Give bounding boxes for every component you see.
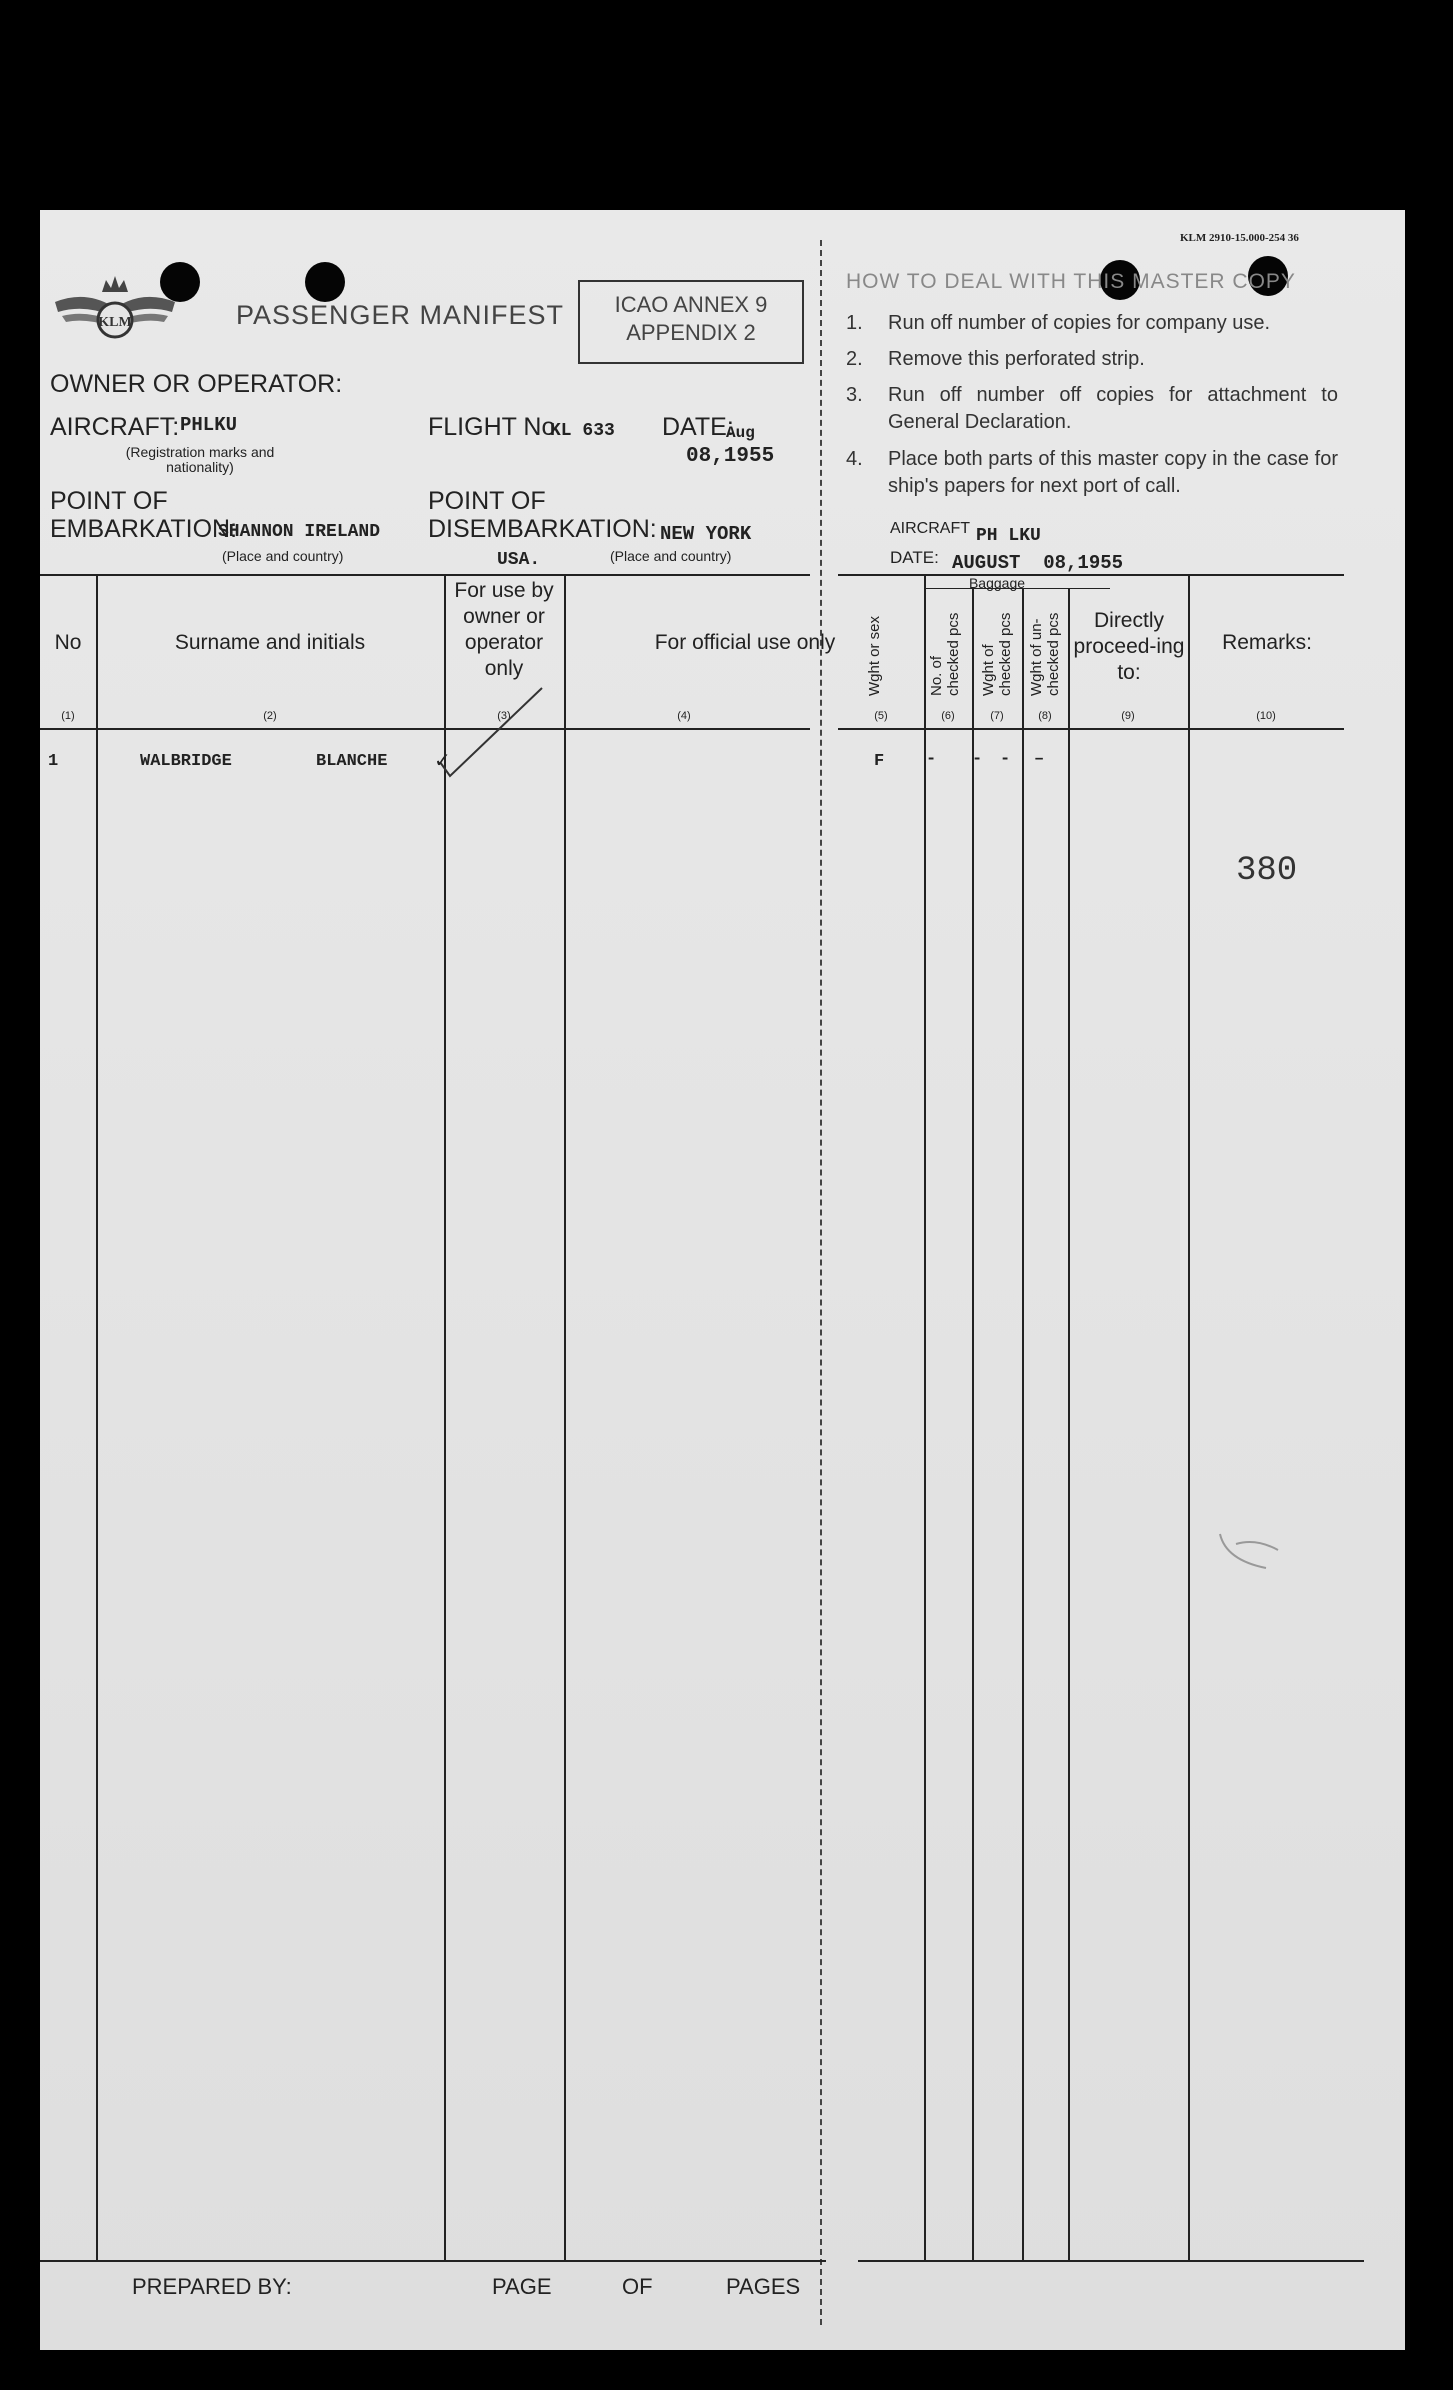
col-number: (5) (874, 710, 888, 722)
disembarkation-label-1: POINT OF (428, 487, 546, 515)
punch-hole (305, 262, 345, 302)
form-code: KLM 2910-15.000-254 36 (1180, 232, 1299, 244)
aircraft-right-label: AIRCRAFT (890, 520, 970, 537)
col-number: (10) (1256, 710, 1276, 722)
col-line (924, 574, 926, 2260)
row-no: 1 (48, 752, 59, 771)
col-header-baggage: Baggage (968, 575, 1026, 591)
instructions-title: HOW TO DEAL WITH THIS MASTER COPY (846, 270, 1296, 293)
col-line (1188, 574, 1190, 2260)
col-header-surname: Surname and initials (174, 631, 366, 654)
header-bottom-rule (40, 728, 810, 730)
date-value-day-year: 08,1955 (686, 445, 775, 468)
aircraft-label: AIRCRAFT: (50, 413, 180, 441)
of-label: OF (622, 2274, 653, 2299)
instruction-item: 4. Place both parts of this master copy in the case for ship's papers for next port of call. (846, 448, 1338, 497)
stamp-number: 380 (1236, 852, 1298, 890)
col-line (444, 574, 446, 2260)
disembarkation-value: NEW YORK (660, 523, 752, 545)
form-title: PASSENGER MANIFEST (236, 300, 565, 330)
footer-rule (40, 2260, 826, 2262)
row-surname: WALBRIDGE (140, 752, 232, 771)
instruction-item: 2. Remove this perforated strip. (846, 348, 1145, 370)
col-header-proceeding: Directly proceed-ing to: (1073, 609, 1185, 684)
icao-annex-box: ICAO ANNEX 9 APPENDIX 2 (578, 280, 804, 364)
col-header-unchecked-wght: Wght of un-checked pcs (1028, 612, 1062, 696)
col-number: (7) (990, 710, 1004, 722)
col-header-no: No (54, 631, 82, 654)
col-header-wght-sex: Wght or sex (866, 615, 883, 696)
flight-label: FLIGHT No (428, 413, 556, 441)
aircraft-right-value: PH LKU (976, 526, 1041, 546)
check-mark-stroke (436, 630, 566, 780)
col-number: (6) (941, 710, 955, 722)
disembarkation-note: (Place and country) (610, 548, 732, 564)
col-number: (2) (263, 710, 277, 722)
footer-rule-right (858, 2260, 1364, 2262)
col-number: (1) (61, 710, 75, 722)
col-header-checked-pcs: No. of checked pcs (928, 612, 962, 696)
pencil-mark (1216, 1530, 1286, 1590)
col-line (96, 574, 98, 2260)
flight-number: KL 633 (550, 421, 615, 441)
row-owner-mark: ✓ (434, 750, 451, 772)
row-checked-pcs: - (926, 750, 937, 769)
instruction-item: 3. Run off number off copies for attachment to General Declaration. (846, 384, 1338, 433)
pages-label: PAGES (726, 2274, 801, 2299)
col-number: (3) (497, 710, 511, 722)
col-line (1022, 588, 1024, 2260)
col-number: (4) (677, 710, 691, 722)
prepared-by-label: PREPARED BY: (132, 2274, 292, 2299)
manifest-paper (40, 210, 1405, 2350)
col-line (1068, 588, 1070, 2260)
row-checked-wght: - (972, 750, 983, 769)
date-label: DATE: (662, 413, 734, 441)
embarkation-note: (Place and country) (222, 548, 344, 564)
embarkation-label-1: POINT OF (50, 487, 168, 515)
date-value-month: Aug (726, 424, 755, 442)
col-line (564, 574, 566, 2260)
svg-text:KLM: KLM (98, 315, 132, 330)
aircraft-registration: PHLKU (180, 414, 238, 436)
col-line (972, 588, 974, 2260)
disembarkation-value-country: USA. (497, 550, 541, 570)
col-header-owner: For use by owner or operator only (454, 579, 554, 680)
table-top-rule-right (838, 574, 1344, 576)
klm-crest-logo (50, 272, 180, 352)
row-unchecked: – (1034, 750, 1045, 769)
row-unchecked: - (1000, 750, 1011, 769)
col-header-remarks: Remarks: (1222, 631, 1312, 654)
embarkation-label-2: EMBARKATION: (50, 515, 238, 543)
page-label: PAGE (492, 2274, 552, 2299)
header-bottom-rule-right (838, 728, 1344, 730)
col-header-checked-wght: Wght of checked pcs (980, 612, 1014, 696)
date-right-label: DATE: (890, 548, 939, 567)
disembarkation-label-2: DISEMBARKATION: (428, 515, 657, 543)
instruction-item: 1. Run off number of copies for company use. (846, 312, 1271, 334)
col-number: (9) (1121, 710, 1135, 722)
col-number: (8) (1038, 710, 1052, 722)
col-header-official: For official use only (654, 631, 836, 654)
date-right-value: AUGUST 08,1955 (952, 552, 1124, 574)
row-sex: F (874, 752, 885, 771)
perforation-line (820, 240, 822, 2325)
row-initials: BLANCHE (316, 752, 388, 771)
aircraft-note: (Registration marks and nationality) (125, 444, 275, 475)
table-top-rule (40, 574, 810, 576)
embarkation-value: SHANNON IRELAND (218, 522, 381, 542)
owner-operator-label: OWNER OR OPERATOR: (50, 370, 343, 398)
